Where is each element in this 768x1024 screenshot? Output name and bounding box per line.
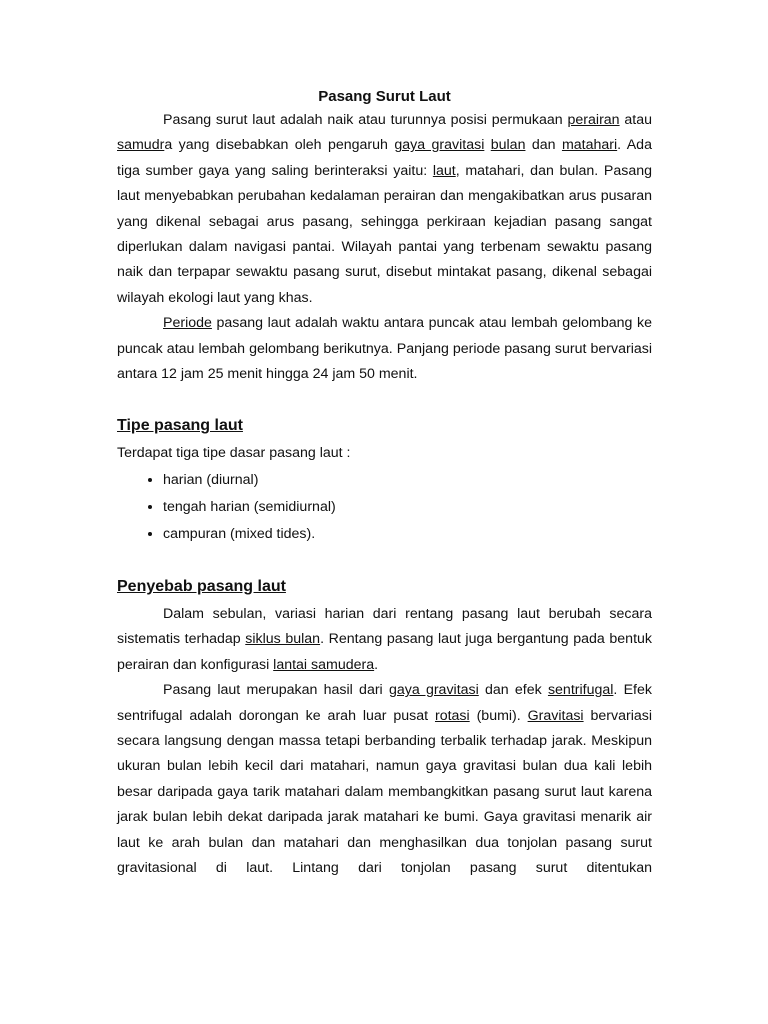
- heading-penyebab-pasang-laut: Penyebab pasang laut: [117, 577, 286, 595]
- link-gaya-gravitasi[interactable]: gaya gravitasi: [394, 137, 485, 154]
- link-laut[interactable]: laut: [432, 162, 456, 179]
- list-item: • campuran (mixed tides).: [163, 521, 652, 548]
- text-run: dan: [525, 137, 562, 154]
- link-bulan[interactable]: bulan: [490, 137, 526, 154]
- list-item: • tengah harian (semidiurnal): [163, 494, 652, 521]
- link-gaya-gravitasi-2[interactable]: gaya gravitasi: [388, 682, 479, 699]
- text-run: (bumi).: [469, 707, 528, 724]
- text-run: . Efek sentrifugal adalah dorongan ke arah luar pusat: [117, 682, 652, 724]
- tipe-list: [117, 467, 652, 548]
- text-run: Pasang surut laut adalah naik atau turunnya posisi permukaan: [163, 112, 568, 128]
- link-perairan[interactable]: perairan: [567, 112, 620, 128]
- text-run: a yang disebabkan oleh pengaruh: [164, 137, 395, 154]
- text-run: , matahari, dan bulan. Pasang laut menyebabkan perubahan kedalaman perairan dan mengakibatkan arus pusaran yang dikenal sebagai arus pasang, sehingga perkiraan kejadian pasang sangat diperlukan dalam navigasi pantai. Wilayah pantai yang terbenam sewaktu pasang naik dan terpapar sewaktu pasang surut, disebut mintakat pasang, dikenal sebagai wilayah ekologi laut yang khas.: [117, 162, 652, 306]
- text-run: pasang laut adalah waktu antara puncak atau lembah gelombang ke puncak atau lembah gelombang berikutnya. Panjang periode pasang surut bervariasi antara 12 jam 25 menit hingga 24 jam 50 menit.: [117, 315, 652, 383]
- document-body: [117, 86, 652, 881]
- list-item: • harian (diurnal): [163, 467, 652, 494]
- text-run: bervariasi secara langsung dengan massa tetapi berbanding terbalik terhadap jarak. Meskipun ukuran bulan lebih kecil dari matahari, namun gaya gravitasi bulan dua kali lebih besar daripada gaya tarik matahari dalam membangkitkan pasang surut laut karena jarak bulan lebih dekat daripada jarak matahari ke bumi. Gaya gravitasi menarik air laut ke arah bulan dan matahari dan menghasilkan dua tonjolan pasang surut gravitasional di laut. Lintang dari tonjolan pasang surut ditentukan: [117, 707, 652, 876]
- link-sentrifugal[interactable]: sentrifugal: [547, 682, 614, 699]
- intro-paragraph-1: [117, 108, 652, 311]
- spacer: [117, 548, 652, 574]
- link-periode[interactable]: Periode: [163, 315, 212, 332]
- link-lantai-samudera[interactable]: lantai samudera: [273, 656, 375, 673]
- penyebab-paragraph-1: [117, 602, 652, 678]
- intro-paragraph-2: [117, 311, 652, 387]
- link-gravitasi[interactable]: Gravitasi: [527, 707, 584, 724]
- tipe-lead-text: Terdapat tiga tipe dasar pasang laut :: [117, 445, 351, 462]
- text-run: . Rentang pasang laut juga bergantung pada bentuk perairan dan konfigurasi: [117, 631, 652, 673]
- text-run: .: [374, 656, 379, 673]
- page-title: Pasang Surut Laut: [318, 88, 451, 105]
- text-run: atau: [619, 112, 652, 128]
- penyebab-paragraph-2: [117, 678, 652, 881]
- link-siklus-bulan[interactable]: siklus bulan: [245, 631, 321, 648]
- link-rotasi[interactable]: rotasi: [434, 707, 470, 724]
- heading-tipe-pasang-laut: Tipe pasang laut: [117, 417, 243, 435]
- text-run: Dalam sebulan, variasi harian dari rentang pasang laut berubah secara sistematis terhadap: [117, 605, 652, 648]
- text-run: . Ada tiga sumber gaya yang saling berinteraksi yaitu:: [117, 137, 652, 179]
- link-matahari[interactable]: matahari: [561, 137, 618, 154]
- spacer: [117, 387, 652, 413]
- link-samudra[interactable]: samudr: [117, 137, 165, 154]
- text-run: Pasang laut merupakan hasil dari: [163, 682, 389, 699]
- text-run: dan efek: [478, 682, 548, 699]
